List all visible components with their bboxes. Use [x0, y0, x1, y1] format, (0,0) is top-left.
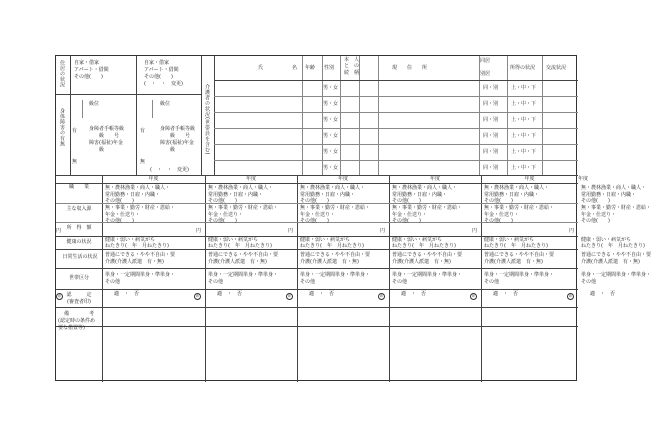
year-header: 年度 [148, 176, 159, 182]
cell-main-income: 無・事業・勤労・財産・恩給・ [484, 205, 555, 211]
row-label-income-amount: 所 得 額 [66, 225, 92, 231]
household-row-income: 上・中・下 [511, 165, 537, 171]
year-header: 年度 [337, 176, 348, 182]
household-row-sex: 男・女 [323, 165, 339, 171]
cell-household-type: 単身・一定期間単身・準単身・ [581, 272, 651, 278]
cell-occupation: その他( ) [300, 198, 329, 205]
cell-occupation: 常用勤務・日雇・内職・ [300, 191, 356, 198]
disability-no: 無 [72, 159, 78, 165]
household-row-income: 上・中・下 [511, 133, 537, 139]
housing-header: 住居の状況 [59, 60, 65, 88]
disability-yes: 有 [72, 128, 78, 134]
year-col-rule [102, 175, 103, 382]
cell-health: 健康・弱い・病気がち [484, 237, 535, 243]
year-col-rule [297, 175, 298, 382]
cell-occupation: 常用勤務・日雇・内職・ [208, 191, 264, 198]
row-label-certification: 認 定 [66, 292, 92, 298]
household-row-sex: 男・女 [323, 149, 339, 155]
cell-main-income: その他( ) [581, 218, 610, 225]
cell-main-income: 無・事業・勤労・財産・恩給・ [392, 205, 463, 211]
household-col-rule [378, 56, 379, 175]
cell-household-type: その他 [484, 279, 500, 285]
household-row-income: 上・中・下 [511, 85, 537, 91]
cell-main-income: 年金・仕送り・ [105, 211, 141, 218]
cell-main-income: 年金・仕送り・ [392, 211, 428, 218]
household-header-relation: 本 人 と の 続 柄 [344, 57, 360, 76]
cell-daily-life: 普通にできる・やや不自由・要 [484, 252, 555, 258]
household-col-rule [542, 56, 543, 175]
cell-household-type: その他 [208, 279, 224, 285]
disability-detail: 級 号 [170, 133, 191, 139]
household-header-income: 所得の状況 [510, 65, 536, 71]
year-col-rule [481, 175, 482, 382]
housing-option: その他( ) [144, 74, 173, 80]
household-row-rule [214, 128, 578, 129]
cell-income-unit: 円 [56, 228, 62, 234]
household-header-sex: 性別 [324, 65, 335, 71]
cell-health: ねたきり( 年 月ねたきり) [484, 243, 548, 250]
cell-occupation: 常用勤務・日雇・内職・ [581, 191, 637, 198]
topleft-right-rule [201, 56, 202, 175]
disability-yes: 有 [140, 128, 146, 134]
cell-main-income: 無・事業・勤労・財産・恩給・ [581, 205, 651, 211]
household-side-label: 介護者の状況(世帯員を含む) [204, 84, 210, 155]
household-header-exchange: 交流状況 [546, 65, 567, 71]
cell-occupation: その他( ) [208, 198, 237, 205]
cell-income-unit: 円 [380, 228, 386, 234]
row-label-daily-life: 日常生活の状況 [62, 254, 98, 260]
disability-change: ( ・ ・ 変更) [150, 167, 189, 173]
housing-bottom-rule [56, 94, 201, 95]
cell-main-income: 年金・仕送り・ [484, 211, 520, 218]
cell-daily-life: 介護(介護人派遣 有・無) [581, 259, 640, 265]
cell-certification: 適 ・ 否 [217, 291, 243, 297]
household-row-rule [214, 160, 578, 161]
cell-daily-life: 普通にできる・やや不自由・要 [208, 252, 279, 258]
housing-option: アパート・借間 [144, 67, 179, 73]
seal-icon: 印 [195, 294, 200, 298]
household-row-rule [214, 112, 578, 113]
cell-daily-life: 介護(介護人派遣 有・無) [392, 259, 451, 265]
cell-health: ねたきり( 年 月ねたきり) [208, 243, 272, 250]
household-header-rule [214, 80, 578, 81]
household-row-living: 同・別 [483, 165, 499, 171]
cell-household-type: 単身・一定期間単身・準単身・ [105, 272, 176, 278]
cell-occupation: その他( ) [392, 198, 421, 205]
cell-health: ねたきり( 年 月ねたきり) [392, 243, 456, 250]
cell-certification: 適 ・ 否 [590, 291, 616, 297]
year-row-rule [56, 326, 578, 327]
year-row-rule [56, 183, 578, 184]
year-header: 年度 [578, 176, 589, 182]
cell-daily-life: 介護(介護人派遣 有・無) [300, 259, 359, 265]
year-col-rule [389, 175, 390, 382]
cell-certification: 適 ・ 否 [401, 291, 427, 297]
cell-health: 健康・弱い・病気がち [392, 237, 443, 243]
cell-occupation: 無・農林漁業・商人・職人・ [484, 185, 550, 191]
year-row-rule [56, 268, 578, 269]
mid-left-rule [136, 56, 137, 175]
cell-health: 健康・弱い・病気がち [208, 237, 259, 243]
cell-occupation: 無・農林漁業・商人・職人・ [300, 185, 366, 191]
housing-option: アパート・借間 [74, 67, 109, 73]
seal-icon: 印 [287, 294, 292, 298]
cell-occupation: 無・農林漁業・商人・職人・ [105, 185, 171, 191]
household-header-name: 氏 [258, 65, 264, 71]
disability-no: 無 [140, 159, 146, 165]
row-label-occupation: 職 業 [68, 184, 89, 190]
cell-health: ねたきり( 年 月ねたきり) [105, 243, 169, 250]
disability-detail: 障害(福祉)年金 [160, 140, 194, 146]
cell-income-unit: 円 [472, 228, 478, 234]
cell-household-type: その他 [581, 279, 597, 285]
disability-detail: 身障者手帳等級 [89, 126, 125, 132]
year-header: 年度 [524, 176, 535, 182]
household-col-rule [359, 56, 360, 175]
seal-icon: 印 [471, 294, 476, 298]
household-row-sex: 男・女 [323, 85, 339, 91]
household-row-income: 上・中・下 [511, 149, 537, 155]
cell-occupation: 常用勤務・日雇・内職・ [392, 191, 448, 198]
cell-occupation: 無・農林漁業・商人・職人・ [581, 185, 647, 191]
housing-option: その他( ) [74, 74, 103, 80]
household-row-living: 同・別 [483, 133, 499, 139]
year-header: 年度 [245, 176, 256, 182]
cell-certification: 適 ・ 否 [309, 291, 335, 297]
cell-health: 健康・弱い・病気がち [105, 237, 156, 243]
household-row-rule [214, 144, 578, 145]
cell-occupation: 常用勤務・日雇・内職・ [105, 191, 161, 198]
row-label-remarks-sub: (認定時の条件め [58, 318, 95, 324]
cell-household-type: 単身・一定期間単身・準単身・ [300, 272, 371, 278]
cell-household-type: 単身・一定期間単身・準単身・ [392, 272, 463, 278]
cell-household-type: 単身・一定期間単身・準単身・ [208, 272, 279, 278]
cell-daily-life: 普通にできる・やや不自由・要 [581, 252, 651, 258]
household-label-rule [214, 56, 215, 175]
row-label-health: 健康の状況 [66, 239, 92, 245]
cell-main-income: 無・事業・勤労・財産・恩給・ [208, 205, 279, 211]
disability-detail: 身障者手帳等級 [160, 126, 196, 132]
cell-occupation: 常用勤務・日雇・内職・ [484, 191, 540, 198]
housing-option: 自家・借家 [74, 60, 100, 66]
seal-icon: 印 [379, 294, 384, 298]
cell-certification: 適 ・ 否 [114, 291, 140, 297]
household-header-age: 年齢 [305, 65, 316, 71]
cell-household-type: 単身・一定期間単身・準単身・ [484, 272, 555, 278]
cell-occupation: その他( ) [484, 198, 513, 205]
cell-daily-life: 介護(介護人派遣 有・無) [208, 259, 267, 265]
cell-occupation: その他( ) [581, 198, 610, 205]
cell-daily-life: 介護(介護人派遣 有・無) [105, 259, 164, 265]
housing-option: 自家・借家 [144, 60, 170, 66]
cell-main-income: 年金・仕送り・ [208, 211, 244, 218]
household-header-name: 名 [292, 65, 298, 71]
cell-main-income: その他( ) [208, 218, 237, 225]
disability-header: 身体障害の有無 [59, 108, 65, 147]
cell-household-type: その他 [300, 279, 316, 285]
cell-main-income: 無・事業・勤労・財産・恩給・ [105, 205, 176, 211]
cell-main-income: その他( ) [105, 218, 134, 225]
household-col-rule [322, 56, 323, 175]
cell-household-type: その他 [392, 279, 408, 285]
row-label-remarks-sub: 要な措置等) [58, 325, 85, 331]
household-header-living: 同居 別居 [480, 58, 491, 77]
left-label-rule [70, 56, 71, 175]
cell-occupation: その他( ) [105, 198, 134, 205]
cell-daily-life: 普通にできる・やや不自由・要 [105, 252, 176, 258]
household-header-address: 現 住 所 [392, 65, 428, 71]
year-col-rule [205, 175, 206, 382]
household-col-rule [507, 56, 508, 175]
cell-income-unit: 円 [569, 228, 575, 234]
welfare-record-form [55, 55, 651, 381]
disability-grade: 級位 [89, 101, 100, 107]
cell-health: 健康・弱い・病気がち [581, 237, 632, 243]
seal-icon: 印 [57, 294, 62, 298]
cell-occupation: 無・農林漁業・商人・職人・ [208, 185, 274, 191]
row-label-remarks: 備 考 [63, 311, 94, 317]
disability-detail: 級 [170, 147, 176, 153]
cell-income-unit: 円 [196, 228, 202, 234]
cell-main-income: 無・事業・勤労・財産・恩給・ [300, 205, 371, 211]
household-col-rule [302, 56, 303, 175]
household-col-rule [340, 56, 341, 175]
disability-grade: 級位 [160, 101, 171, 107]
cell-daily-life: 普通にできる・やや不自由・要 [300, 252, 371, 258]
disability-detail: 障害(福祉)年金 [89, 140, 123, 146]
year-row-rule [56, 307, 578, 308]
household-row-living: 同・別 [483, 85, 499, 91]
cell-health: ねたきり( 年 月ねたきり) [581, 243, 645, 250]
household-row-living: 同・別 [483, 101, 499, 107]
cell-household-type: その他 [105, 279, 121, 285]
cell-main-income: 年金・仕送り・ [300, 211, 336, 218]
cell-health: 健康・弱い・病気がち [300, 237, 351, 243]
cell-main-income: その他( ) [392, 218, 421, 225]
bracket-rule [152, 100, 153, 118]
household-row-living: 同・別 [483, 149, 499, 155]
housing-option: ( ・ ・ 変更) [144, 81, 183, 87]
seal-icon: 印 [568, 294, 573, 298]
cell-daily-life: 普通にできる・やや不自由・要 [392, 252, 463, 258]
household-row-sex: 男・女 [323, 117, 339, 123]
cell-occupation: 無・農林漁業・商人・職人・ [392, 185, 458, 191]
row-label-main-income: 主な収入源 [66, 206, 92, 212]
bracket-rule [82, 100, 83, 118]
cell-daily-life: 介護(介護人派遣 有・無) [484, 259, 543, 265]
household-row-sex: 男・女 [323, 101, 339, 107]
household-row-income: 上・中・下 [511, 117, 537, 123]
household-row-income: 上・中・下 [511, 101, 537, 107]
cell-main-income: その他( ) [300, 218, 329, 225]
cell-income-unit: 円 [288, 228, 294, 234]
cell-main-income: その他( ) [484, 218, 513, 225]
disability-detail: 級 号 [99, 133, 120, 139]
cell-health: ねたきり( 年 月ねたきり) [300, 243, 364, 250]
household-row-living: 同・別 [483, 117, 499, 123]
cell-certification: 適 ・ 否 [493, 291, 519, 297]
disability-detail: 級 [99, 147, 105, 153]
cell-main-income: 年金・仕送り・ [581, 211, 617, 218]
year-header: 年度 [429, 176, 440, 182]
row-label-applicant: (審査者印) [67, 299, 91, 305]
row-label-household-type: 世帯区分 [68, 275, 89, 281]
household-row-rule [214, 96, 578, 97]
year-row-rule [56, 289, 578, 290]
household-row-sex: 男・女 [323, 133, 339, 139]
